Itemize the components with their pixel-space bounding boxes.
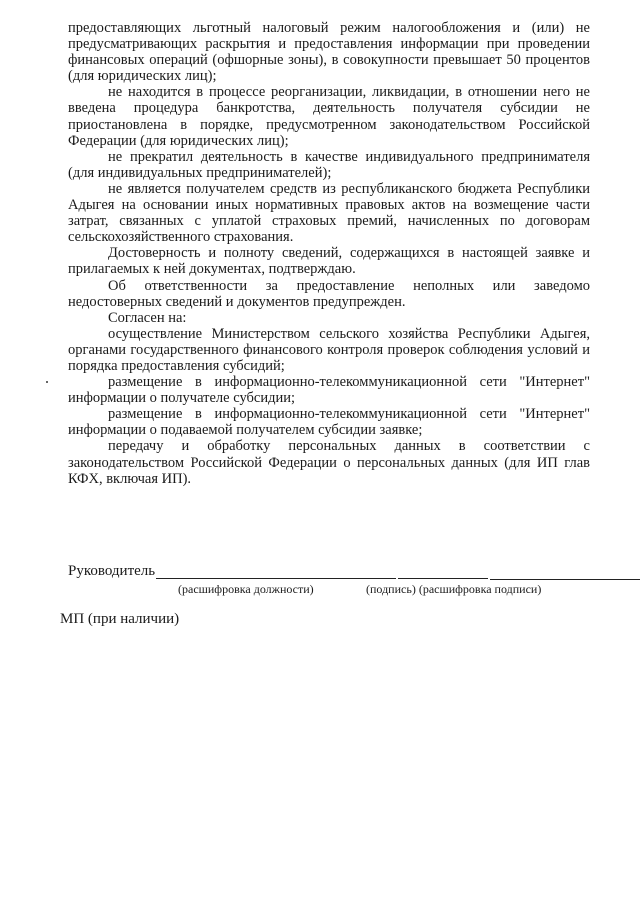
position-caption: (расшифровка должности) <box>178 582 314 596</box>
signature-caption: (подпись) (расшифровка подписи) <box>366 582 542 596</box>
scan-speck <box>46 381 48 383</box>
paragraph: не является получателем средств из республиканского бюджета Республики Адыгея на основании иных нормативных правовых актов на возмещение части затрат, связанных с уплатой страховых премий, начисленных по договорам сельскохозяйственного страхования. <box>68 180 590 246</box>
paragraph: размещение в информационно-телекоммуникационной сети "Интернет" информации о получателе субсидии; <box>68 374 590 407</box>
signature-decoding-line <box>490 579 640 580</box>
paragraph: Согласен на: <box>108 309 187 326</box>
paragraph: передачу и обработку персональных данных в соответствии с законодательством Российской Федерации о персональных данных (для ИП глав КФХ, включая ИП). <box>68 438 590 487</box>
paragraph: предоставляющих льготный налоговый режим налогообложения и (или) не предусматривающих раскрытия и предоставления информации при проведении финансовых операций (офшорные зоны), в совокупности превышает 50 процентов (для юридических лиц); <box>68 20 590 85</box>
position-line <box>156 578 396 579</box>
signature-role-label: Руководитель <box>68 563 156 579</box>
stamp-note: МП (при наличии) <box>60 611 180 627</box>
document-body <box>68 20 590 487</box>
paragraph: не прекратил деятельность в качестве индивидуального предпринимателя (для индивидуальных предпринимателей); <box>68 148 590 181</box>
paragraph: размещение в информационно-телекоммуникационной сети "Интернет" информации о подаваемой получателем субсидии заявке; <box>68 406 590 439</box>
signature-line <box>398 578 488 579</box>
paragraph: не находится в процессе реорганизации, ликвидации, в отношении него не введена процедура банкротства, деятельность получателя субсидии не приостановлена в порядке, предусмотренном законодательством Российской Федерации (для юридических лиц); <box>68 84 590 149</box>
signature-block <box>68 560 590 596</box>
signature-row <box>68 560 590 596</box>
paragraph: Об ответственности за предоставление неполных или заведомо недостоверных сведений и документов предупрежден. <box>68 277 590 310</box>
paragraph: осуществление Министерством сельского хозяйства Республики Адыгея, органами государственного финансового контроля проверок соблюдения условий и порядка предоставления субсидий; <box>68 325 590 374</box>
paragraph: Достоверность и полноту сведений, содержащихся в настоящей заявке и прилагаемых к ней документах, подтверждаю. <box>68 245 590 278</box>
